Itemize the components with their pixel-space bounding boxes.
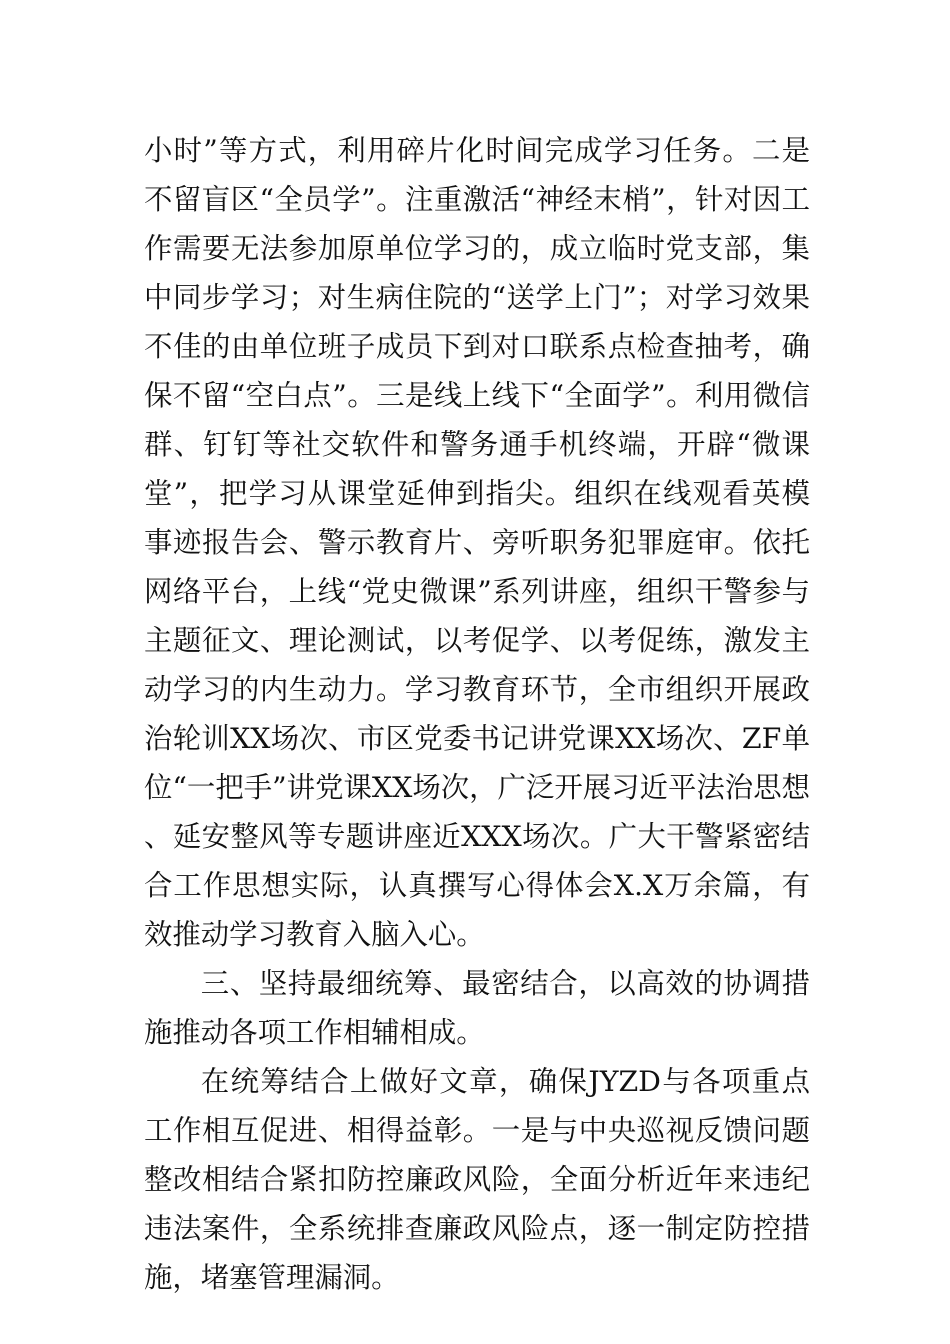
body-paragraph-continuation: 小时”等方式，利用碎片化时间完成学习任务。二是不留盲区“全员学”。注重激活“神经末梢”，针对因工作需要无法参加原单位学习的，成立临时党支部，集中同步学习；对生病住院的“送学上门”；对学习效果不佳的由单位班子成员下到对口联系点检查抽考，确保不留“空白点”。三是线上线下“全面学”。利用微信群、钉钉等社交软件和警务通手机终端，开辟“微课堂”，把学习从课堂延伸到指尖。组织在线观看英模事迹报告会、警示教育片、旁听职务犯罪庭审。依托网络平台，上线“党史微课”系列讲座，组织干警参与主题征文、理论测试，以考促学、以考促练，激发主动学习的内生动力。学习教育环节，全市组织开展政治轮训XX场次、市区党委书记讲党课XX场次、ZF单位“一把手”讲党课XX场次，广泛开展习近平法治思想、延安整风等专题讲座近XXX场次。广大干警紧密结合工作思想实际，认真撰写心得体会X.X万余篇，有效推动学习教育入脑入心。 [144,134,810,951]
body-paragraph: 在统筹结合上做好文章，确保JYZD与各项重点工作相互促进、相得益彰。一是与中央巡视反馈问题整改相结合紧扣防控廉政风险，全面分析近年来违纪违法案件，全系统排查廉政风险点，逐一制定防控措施，堵塞管理漏洞。 [144,1065,810,1294]
document-body [144,126,810,1302]
section-heading-three: 三、坚持最细统筹、最密结合，以高效的协调措施推动各项工作相辅相成。 [144,967,810,1049]
